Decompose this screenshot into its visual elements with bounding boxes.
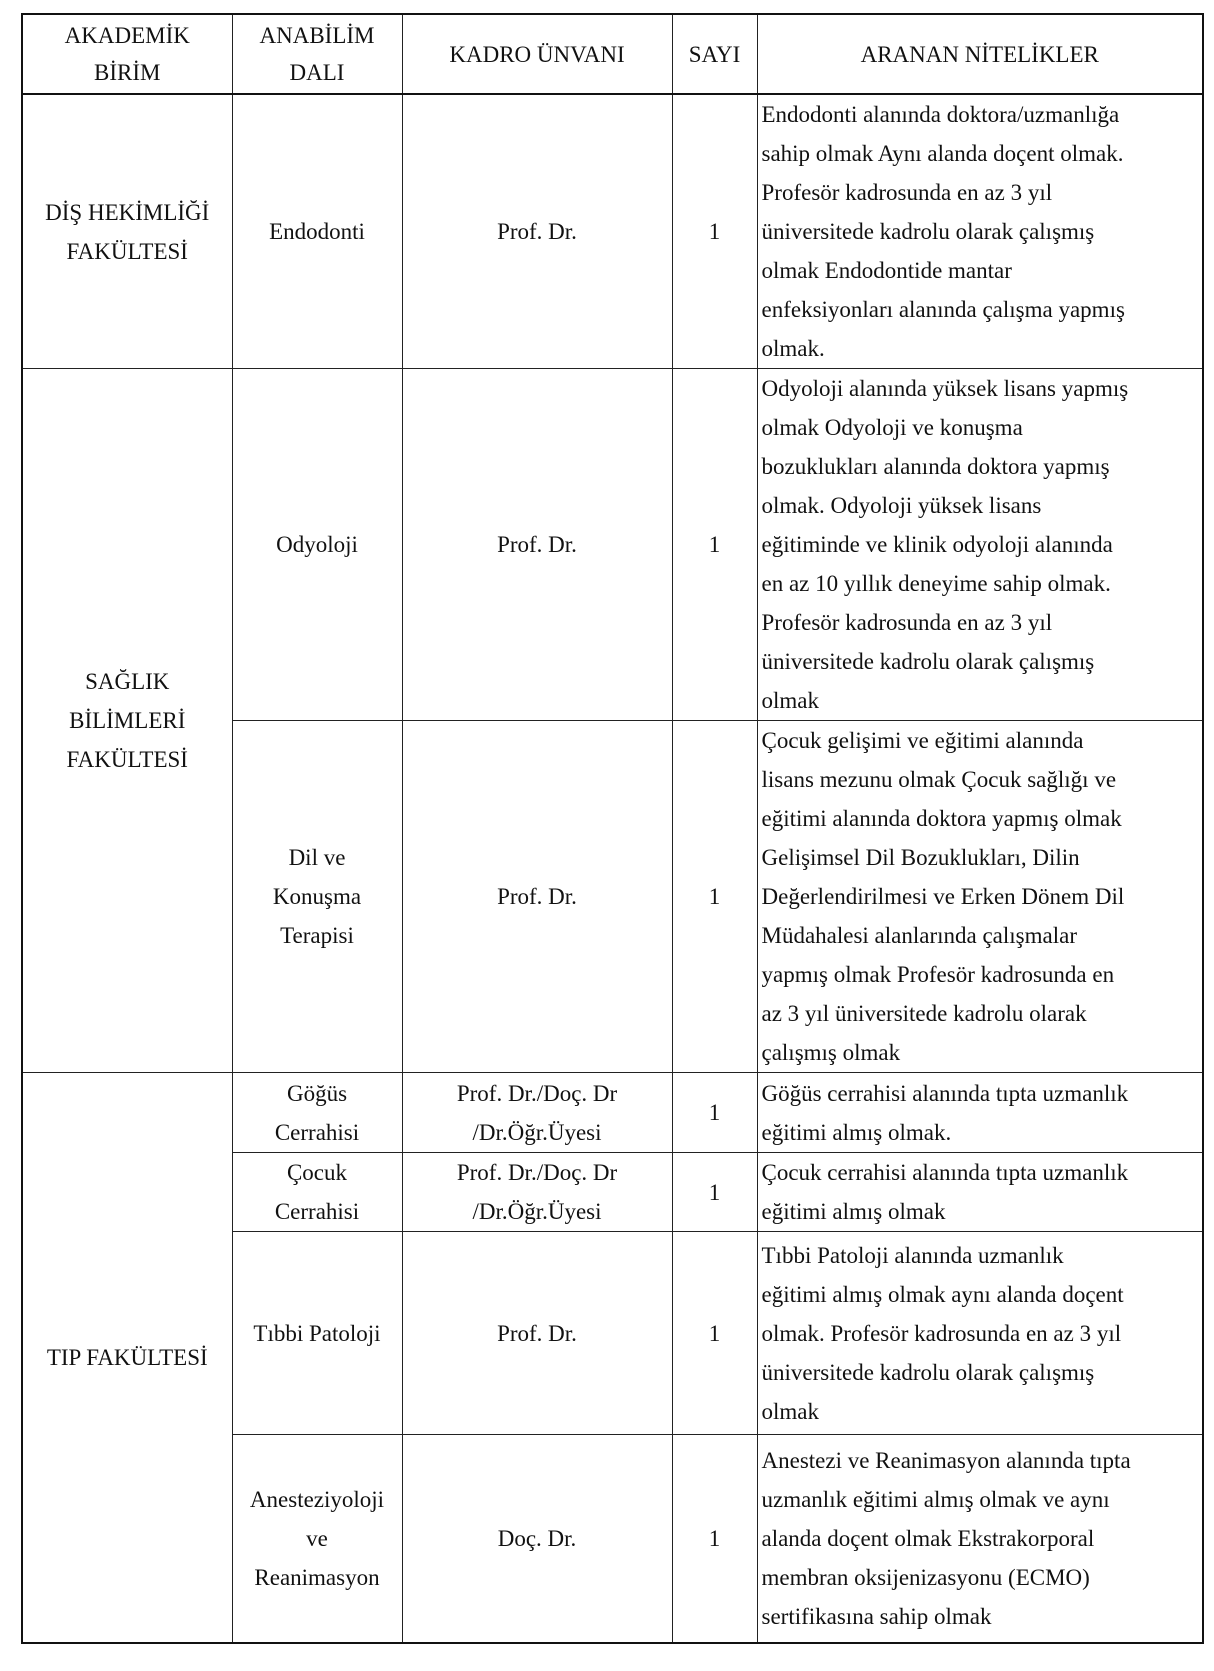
text-line: üniversitede kadrolu olarak çalışmış xyxy=(761,219,1095,244)
staff-positions-table xyxy=(21,13,1204,1644)
requirements-cell xyxy=(757,1435,1203,1643)
text-line: yapmış olmak Profesör kadrosunda en xyxy=(761,962,1115,987)
department-cell xyxy=(232,1232,402,1435)
text-line: DALI xyxy=(289,60,345,85)
position-title-cell xyxy=(402,721,672,1073)
text-line: Çocuk gelişimi ve eğitimi alanında xyxy=(761,728,1084,753)
position-title-cell xyxy=(402,94,672,369)
text-line: Müdahalesi alanlarında çalışmalar xyxy=(761,923,1077,948)
text-line: AKADEMİK xyxy=(64,23,190,48)
position-title-cell xyxy=(402,1153,672,1232)
text-line: Profesör kadrosunda en az 3 yıl xyxy=(761,180,1053,205)
text-line: BİRİM xyxy=(94,60,161,85)
count-cell: 1 xyxy=(672,1073,757,1153)
text-line: Konuşma xyxy=(272,884,362,909)
text-line: sertifikasına sahip olmak xyxy=(761,1603,992,1629)
position-title-cell xyxy=(402,1073,672,1153)
department-cell xyxy=(232,369,402,721)
count-cell: 1 xyxy=(672,1435,757,1643)
text-line: olmak xyxy=(761,1398,819,1424)
text-line: Reanimasyon xyxy=(254,1564,380,1590)
academic-unit-cell xyxy=(22,1073,232,1643)
text-line: eğitimi almış olmak. xyxy=(761,1119,952,1145)
text-line: Tıbbi Patoloji alanında uzmanlık xyxy=(761,1242,1064,1268)
text-line: TIP FAKÜLTESİ xyxy=(46,1344,208,1370)
text-line: ve xyxy=(306,1525,328,1551)
text-line: Değerlendirilmesi ve Erken Dönem Dil xyxy=(761,884,1125,909)
text-line: Anesteziyoloji xyxy=(249,1486,385,1512)
text-line: çalışmış olmak xyxy=(761,1040,901,1065)
text-line: sahip olmak Aynı alanda doçent olmak. xyxy=(761,141,1124,166)
count-cell: 1 xyxy=(672,1153,757,1232)
text-line: alanda doçent olmak Ekstrakorporal xyxy=(761,1525,1095,1551)
text-line: Cerrahisi xyxy=(274,1199,360,1224)
text-line: Prof. Dr. xyxy=(497,219,577,244)
text-line: Göğüs xyxy=(286,1080,348,1106)
department-cell xyxy=(232,1073,402,1153)
text-line: az 3 yıl üniversitede kadrolu olarak xyxy=(761,1001,1087,1026)
academic-unit-cell xyxy=(22,369,232,1073)
text-line: /Dr.Öğr.Üyesi xyxy=(472,1119,602,1145)
text-line: Gelişimsel Dil Bozuklukları, Dilin xyxy=(761,845,1080,870)
text-line: olmak. Profesör kadrosunda en az 3 yıl xyxy=(761,1320,1122,1346)
text-line: Prof. Dr. xyxy=(497,532,577,557)
count-cell: 1 xyxy=(672,94,757,369)
text-line: üniversitede kadrolu olarak çalışmış xyxy=(761,649,1095,674)
text-line: olmak. Odyoloji yüksek lisans xyxy=(761,493,1042,518)
department-cell xyxy=(232,1435,402,1643)
text-line: olmak Odyoloji ve konuşma xyxy=(761,415,1023,440)
position-title-cell xyxy=(402,369,672,721)
count-cell: 1 xyxy=(672,1232,757,1435)
text-line: Endodonti alanında doktora/uzmanlığa xyxy=(761,102,1120,127)
text-line: lisans mezunu olmak Çocuk sağlığı ve xyxy=(761,767,1117,792)
text-line: eğitimi almış olmak aynı alanda doçent xyxy=(761,1281,1124,1307)
department-cell xyxy=(232,721,402,1073)
text-line: eğitimi almış olmak xyxy=(761,1199,946,1224)
text-line: /Dr.Öğr.Üyesi xyxy=(472,1199,602,1224)
table-row xyxy=(22,94,1203,369)
table-row xyxy=(22,369,1203,721)
requirements-cell xyxy=(757,721,1203,1073)
text-line: Odyoloji alanında yüksek lisans yapmış xyxy=(761,376,1129,401)
academic-unit-cell xyxy=(22,94,232,369)
text-line: Göğüs cerrahisi alanında tıpta uzmanlık xyxy=(761,1080,1129,1106)
text-line: FAKÜLTESİ xyxy=(66,747,188,772)
text-line: ANABİLİM xyxy=(259,23,375,48)
count-cell: 1 xyxy=(672,721,757,1073)
text-line: DİŞ HEKİMLİĞİ xyxy=(45,199,210,225)
header-aranan-nitelikler xyxy=(757,14,1203,94)
text-line: uzmanlık eğitimi almış olmak ve aynı xyxy=(761,1486,1110,1512)
text-line: olmak xyxy=(761,688,819,713)
text-line: üniversitede kadrolu olarak çalışmış xyxy=(761,1359,1095,1385)
header-anabilim-dali xyxy=(232,14,402,94)
text-line: olmak Endodontide mantar xyxy=(761,258,1012,283)
text-line: eğitiminde ve klinik odyoloji alanında xyxy=(761,532,1113,557)
text-line: Terapisi xyxy=(280,923,354,948)
text-line: eğitimi alanında doktora yapmış olmak xyxy=(761,806,1122,831)
text-line: KADRO ÜNVANI xyxy=(449,41,625,67)
text-line: Prof. Dr./Doç. Dr xyxy=(456,1160,618,1185)
text-line: Doç. Dr. xyxy=(497,1525,577,1551)
requirements-cell xyxy=(757,1153,1203,1232)
text-line: BİLİMLERİ xyxy=(69,708,186,733)
text-line: SAĞLIK xyxy=(85,669,170,694)
text-line: bozuklukları alanında doktora yapmış xyxy=(761,454,1110,479)
text-line: olmak. xyxy=(761,336,825,361)
count-cell: 1 xyxy=(672,369,757,721)
department-cell xyxy=(232,1153,402,1232)
header-sayi xyxy=(672,14,757,94)
text-line: Prof. Dr. xyxy=(497,1320,577,1346)
table-row xyxy=(22,1073,1203,1153)
position-title-cell xyxy=(402,1435,672,1643)
header-akademik-birim xyxy=(22,14,232,94)
requirements-cell xyxy=(757,94,1203,369)
text-line: Odyoloji xyxy=(276,532,358,557)
table-header xyxy=(22,14,1203,94)
department-cell xyxy=(232,94,402,369)
text-line: enfeksiyonları alanında çalışma yapmış xyxy=(761,297,1125,322)
text-line: Dil ve xyxy=(288,845,346,870)
text-line: en az 10 yıllık deneyime sahip olmak. xyxy=(761,571,1111,596)
text-line: Tıbbi Patoloji xyxy=(253,1320,381,1346)
text-line: Çocuk xyxy=(286,1160,348,1185)
text-line: Endodonti xyxy=(269,219,365,244)
text-line: Prof. Dr. xyxy=(497,884,577,909)
text-line: Anestezi ve Reanimasyon alanında tıpta xyxy=(761,1447,1131,1473)
text-line: Profesör kadrosunda en az 3 yıl xyxy=(761,610,1053,635)
requirements-cell xyxy=(757,369,1203,721)
position-title-cell xyxy=(402,1232,672,1435)
requirements-cell xyxy=(757,1073,1203,1153)
text-line: ARANAN NİTELİKLER xyxy=(860,41,1099,67)
requirements-cell xyxy=(757,1232,1203,1435)
text-line: Prof. Dr./Doç. Dr xyxy=(456,1080,618,1106)
header-kadro-unvani xyxy=(402,14,672,94)
text-line: Cerrahisi xyxy=(274,1119,360,1145)
text-line: Çocuk cerrahisi alanında tıpta uzmanlık xyxy=(761,1160,1129,1185)
text-line: membran oksijenizasyonu (ECMO) xyxy=(761,1564,1090,1590)
text-line: SAYI xyxy=(688,41,741,67)
text-line: FAKÜLTESİ xyxy=(66,238,188,264)
